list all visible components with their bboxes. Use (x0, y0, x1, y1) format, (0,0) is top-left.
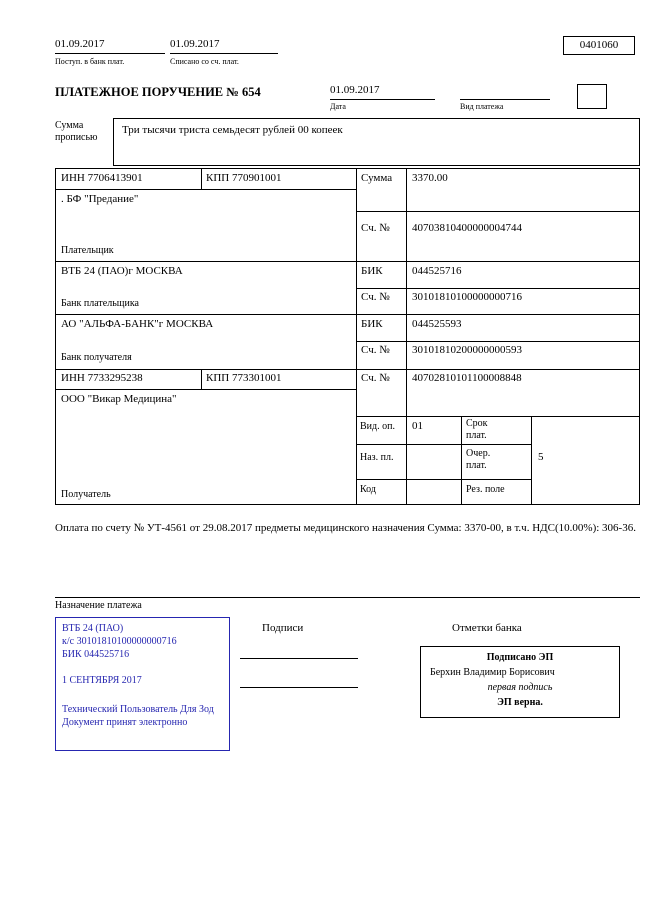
signature-verified: ЭП верна. (497, 697, 543, 708)
payment-type-label: Вид платежа (460, 102, 504, 111)
signatures-header: Подписи (262, 622, 304, 634)
op-kind-value: 01 (412, 420, 423, 432)
signature-stamp-box (420, 646, 620, 718)
date-debited-value: 01.09.2017 (170, 38, 220, 50)
payee-bank-name: АО "АЛЬФА-БАНК"г МОСКВА (61, 318, 214, 330)
grid-line (201, 169, 202, 189)
grid-line (356, 341, 639, 342)
grid-line (356, 416, 639, 417)
grid-line (56, 389, 356, 390)
payee-name: ООО "Викар Медицина" (61, 393, 177, 405)
payer-bank-section-label: Банк плательщика (61, 298, 139, 309)
payee-bank-bik-label: БИК (361, 318, 383, 330)
document-date-value: 01.09.2017 (330, 84, 380, 96)
payer-section-label: Плательщик (61, 245, 114, 256)
priority-value: 5 (538, 451, 544, 463)
grid-line (356, 479, 531, 480)
stamp-corr-account: к/с 30101810100000000716 (62, 636, 177, 647)
payee-account: 40702810101100008848 (412, 372, 522, 384)
signature-type: первая подпись (487, 682, 553, 693)
grid-line (56, 189, 356, 190)
date-debited-label: Списано со сч. плат. (170, 57, 239, 66)
form-code-box: 0401060 (563, 36, 635, 55)
bank-electronic-stamp (55, 617, 230, 751)
stamp-operator: Технический Пользователь Для Зод (62, 704, 214, 715)
grid-line (356, 169, 357, 504)
sum-value: 3370.00 (412, 172, 448, 184)
stamp-bik: БИК 044525716 (62, 649, 130, 660)
payee-bank-account-label: Сч. № (361, 344, 390, 356)
payee-kpp: КПП 773301001 (206, 372, 282, 384)
term-label: Срок плат. (466, 418, 488, 441)
priority-label: Очер. плат. (466, 448, 491, 471)
payment-purpose-label: Назначение платежа (55, 600, 142, 611)
payer-name: . БФ "Предание" (61, 193, 139, 205)
payer-bank-account: 30101810100000000716 (412, 291, 522, 303)
payer-kpp: КПП 770901001 (206, 172, 282, 184)
document-title: ПЛАТЕЖНОЕ ПОРУЧЕНИЕ № 654 (55, 85, 261, 99)
grid-line (56, 261, 639, 262)
payer-inn: ИНН 7706413901 (61, 172, 143, 184)
amount-in-words-value: Три тысячи триста семьдесят рублей 00 копеек (113, 118, 640, 166)
payee-bank-section-label: Банк получателя (61, 352, 132, 363)
grid-line (56, 314, 639, 315)
document-date-label: Дата (330, 102, 346, 111)
payee-inn: ИНН 7733295238 (61, 372, 143, 384)
signature-stamp-title: Подписано ЭП (486, 652, 554, 663)
amount-in-words-label: Сумма прописью (55, 120, 98, 143)
stamp-date: 1 СЕНТЯБРЯ 2017 (62, 675, 142, 686)
stamp-bank-name: ВТБ 24 (ПАО) (62, 623, 124, 634)
date-received-value: 01.09.2017 (55, 38, 105, 50)
stamp-status: Документ принят электронно (62, 717, 188, 728)
date-debited-field (170, 38, 278, 54)
bank-marks-header: Отметки банка (452, 622, 522, 634)
op-kind-label: Вид. оп. (360, 421, 395, 432)
payer-bank-bik-label: БИК (361, 265, 383, 277)
payer-account: 40703810400000004744 (412, 222, 522, 234)
payee-account-label: Сч. № (361, 372, 390, 384)
payer-account-label: Сч. № (361, 222, 390, 234)
grid-line (56, 369, 639, 370)
grid-line (406, 169, 407, 504)
grid-line (356, 288, 639, 289)
date-received-field (55, 38, 165, 54)
document-date-field (330, 84, 435, 100)
sum-label: Сумма (361, 172, 393, 184)
grid-line (461, 416, 462, 504)
grid-line (356, 211, 639, 212)
grid-line (531, 416, 532, 504)
payer-bank-name: ВТБ 24 (ПАО)г МОСКВА (61, 265, 183, 277)
payment-type-code-box (577, 84, 607, 109)
purpose-rule-line (55, 597, 640, 598)
signature-line-2 (240, 687, 358, 688)
payment-type-field (460, 84, 550, 100)
code-label: Код (360, 484, 376, 495)
payer-bank-bik: 044525716 (412, 265, 462, 277)
payee-bank-account: 30101810200000000593 (412, 344, 522, 356)
reserve-field-label: Рез. поле (466, 484, 505, 495)
payment-order-table (55, 168, 640, 505)
grid-line (201, 369, 202, 389)
date-received-label: Поступ. в банк плат. (55, 57, 125, 66)
grid-line (356, 444, 531, 445)
payer-bank-account-label: Сч. № (361, 291, 390, 303)
signature-line-1 (240, 658, 358, 659)
payee-bank-bik: 044525593 (412, 318, 462, 330)
payment-purpose-text: Оплата по счету № УТ-4561 от 29.08.2017 предметы медицинского назначения Сумма: 3370-00, в т.ч. НДС(10.00%): 306-36. (55, 522, 636, 534)
payee-section-label: Получатель (61, 489, 111, 500)
signer-name: Берхин Владимир Борисович (430, 667, 555, 678)
purpose-code-label: Наз. пл. (360, 452, 394, 463)
